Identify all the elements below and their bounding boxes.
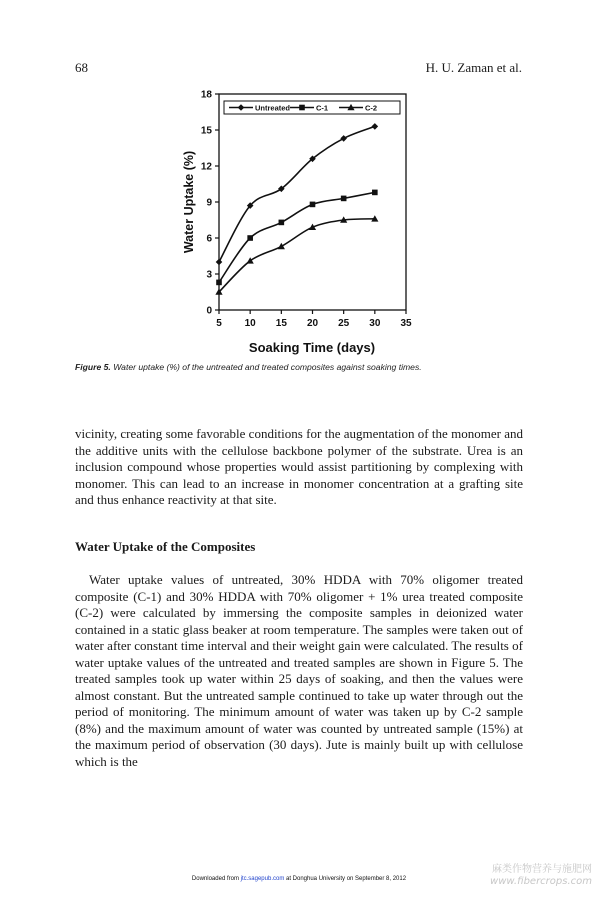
series-3 — [215, 215, 378, 295]
y-tick-label: 15 — [200, 125, 212, 137]
running-head: H. U. Zaman et al. — [425, 60, 522, 75]
series-line — [219, 126, 375, 262]
series-line — [219, 192, 375, 282]
data-point-square — [216, 280, 222, 286]
water-uptake-chart — [176, 84, 426, 364]
x-tick-label: 5 — [216, 318, 222, 329]
y-tick-label: 0 — [206, 305, 212, 317]
y-tick-label: 18 — [200, 89, 212, 101]
x-tick-label: 25 — [338, 318, 350, 329]
figure-label: Figure 5. — [75, 362, 111, 372]
data-point-triangle — [278, 243, 285, 249]
paragraph-2: Water uptake values of untreated, 30% HDDA with 70% oligomer treated composite (C-1) and 30% HDDA with 70% oligomer + 1% urea treated composite (C-2) were calculated by immersing the composite samples in deionized water contained in a static glass beaker at room temperature. The samples were taken out of water after constant time interval and their weight gain were calculated. The results of water uptake values of the untreated and treated samples are shown in Figure 5. The treated samples took up water within 25 days of soaking, and then the values were almost constant. But the untreated sample continued to take up water through out the period of monitoring. The minimum amount of water was taken up by C-2 sample (8%) and the maximum amount of water was counted by untreated sample (15%) at the maximum period of observation (30 days). Jute is mainly built up with cellulose which is the — [75, 572, 523, 769]
y-tick-label: 3 — [206, 269, 212, 281]
x-axis-title: Soaking Time (days) — [248, 340, 376, 355]
series-line — [219, 219, 375, 292]
page-number: 68 — [75, 60, 88, 75]
y-tick-label: 6 — [206, 233, 212, 245]
legend — [224, 101, 400, 114]
legend-label: C-1 — [316, 103, 329, 113]
y-tick-label: 12 — [200, 161, 212, 173]
x-tick-label: 15 — [275, 318, 287, 329]
watermark — [490, 864, 592, 888]
data-point-diamond — [372, 123, 379, 130]
watermark-line1: 麻类作物营养与施肥网 — [492, 864, 592, 875]
figure-caption-text: Water uptake (%) of the untreated and treated composites against soaking times. — [110, 362, 422, 372]
legend-label: C-2 — [365, 103, 378, 113]
x-axis — [216, 310, 412, 329]
data-point-triangle — [247, 257, 254, 263]
data-point-square — [372, 190, 378, 196]
data-point-diamond — [340, 135, 347, 142]
footer-suffix: at Donghua University on September 8, 2012 — [284, 876, 407, 882]
legend-label: Untreated — [255, 103, 291, 113]
watermark-line2: www.fibercrops.com — [490, 876, 592, 887]
data-point-square — [310, 202, 316, 208]
figure-caption — [75, 362, 525, 372]
y-tick-label: 9 — [206, 197, 212, 209]
paragraph-1: vicinity, creating some favorable conditions for the augmentation of the monomer and the additive units with the cellulose backbone polymer of the substrate. Urea is an inclusion compound whose properties would assist partitioning by complexing with monomer. This can lead to an increase in monomer concentration at a grafting site and thus enhance reactivity at that site. — [75, 426, 523, 507]
x-tick-label: 35 — [400, 318, 412, 329]
data-point-square — [341, 196, 347, 202]
series-1 — [216, 123, 378, 265]
footer-link[interactable]: jtc.sagepub.com — [240, 876, 285, 882]
data-point-square — [299, 105, 305, 111]
series-2 — [216, 190, 377, 286]
series-group — [215, 123, 378, 295]
data-point-square — [247, 235, 253, 241]
footer-prefix: Downloaded from — [191, 876, 241, 882]
x-tick-label: 10 — [244, 318, 256, 329]
x-tick-label: 20 — [306, 318, 319, 329]
data-point-square — [279, 220, 285, 226]
data-point-diamond — [216, 259, 223, 266]
x-tick-label: 30 — [369, 318, 381, 329]
y-axis-title: Water Uptake (%) — [182, 150, 196, 254]
section-heading: Water Uptake of the Composites — [75, 539, 256, 554]
